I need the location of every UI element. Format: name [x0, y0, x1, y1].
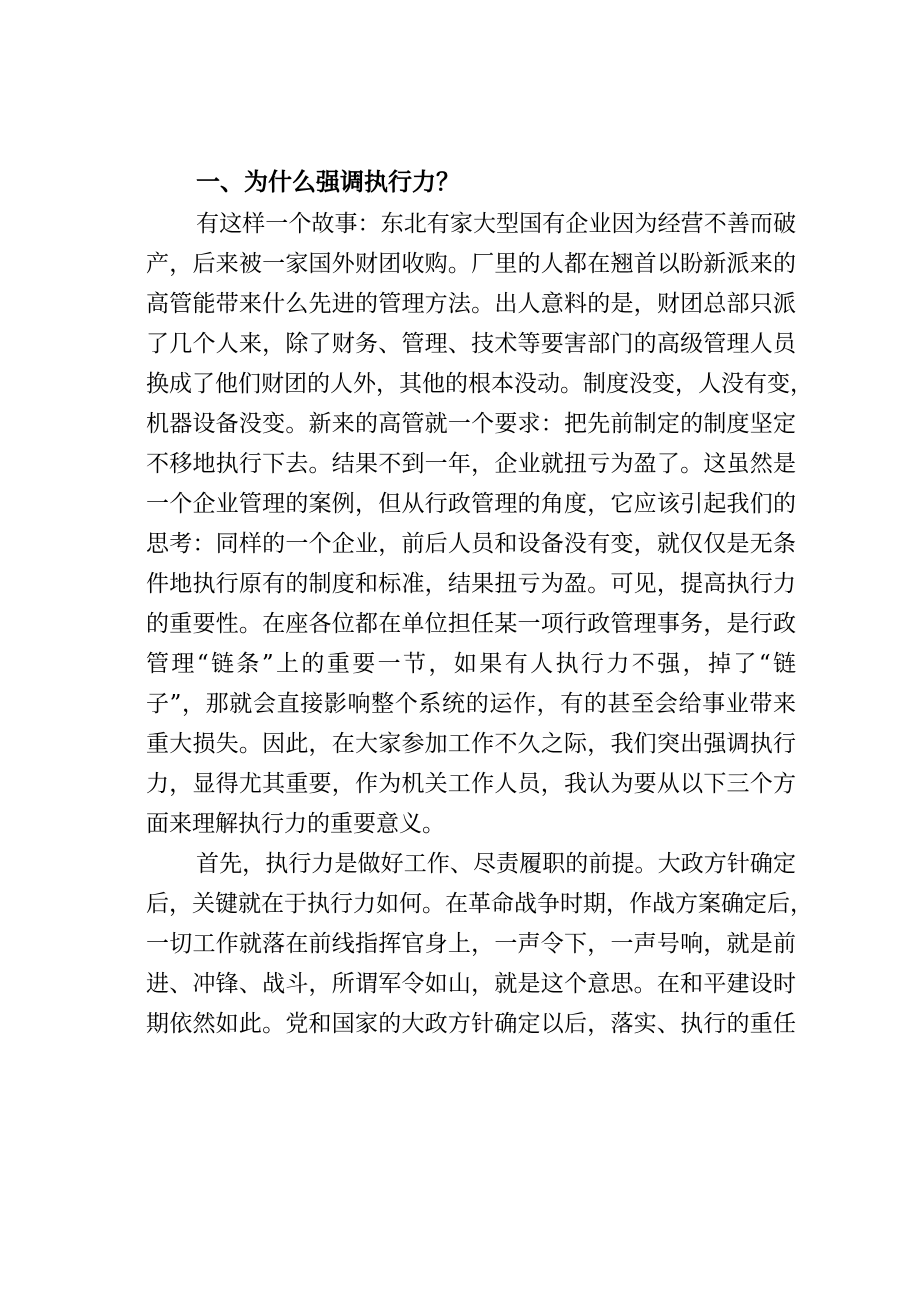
text-line: 力，显得尤其重要，作为机关工作人员，我认为要从以下三个方 — [146, 771, 796, 797]
text-line: 思考：同样的一个企业，前后人员和设备没有变，就仅仅是无条 — [146, 531, 796, 557]
text-line: 重大损失。因此，在大家参加工作不久之际，我们突出强调执行 — [146, 731, 796, 757]
text-line: 后，关键就在于执行力如何。在革命战争时期，作战方案确定后， — [146, 891, 813, 917]
text-line: 子”，那就会直接影响整个系统的运作，有的甚至会给事业带来 — [146, 691, 796, 717]
text-line: 期依然如此。党和国家的大政方针确定以后，落实、执行的重任 — [146, 1011, 796, 1037]
text-line: 有这样一个故事：东北有家大型国有企业因为经营不善而破 — [196, 211, 796, 237]
section-heading: 一、为什么强调执行力？ — [196, 168, 460, 196]
text-line: 换成了他们财团的人外，其他的根本没动。制度没变，人没有变， — [146, 371, 813, 397]
text-line: 机器设备没变。新来的高管就一个要求：把先前制定的制度坚定 — [146, 411, 796, 437]
text-line: 的重要性。在座各位都在单位担任某一项行政管理事务，是行政 — [146, 611, 796, 637]
text-line: 件地执行原有的制度和标准，结果扭亏为盈。可见，提高执行力 — [146, 571, 796, 597]
text-line: 面来理解执行力的重要意义。 — [146, 811, 445, 837]
document-body — [146, 204, 813, 1044]
text-line: 了几个人来，除了财务、管理、技术等要害部门的高级管理人员 — [146, 331, 796, 357]
text-line: 首先，执行力是做好工作、尽责履职的前提。大政方针确定 — [196, 851, 796, 877]
text-line: 进、冲锋、战斗，所谓军令如山，就是这个意思。在和平建设时 — [146, 971, 796, 997]
text-line: 不移地执行下去。结果不到一年，企业就扭亏为盈了。这虽然是 — [146, 451, 796, 477]
text-line: 一切工作就落在前线指挥官身上，一声令下，一声号响，就是前 — [146, 931, 796, 957]
text-line: 产，后来被一家国外财团收购。厂里的人都在翘首以盼新派来的 — [146, 251, 796, 277]
text-line: 一个企业管理的案例，但从行政管理的角度，它应该引起我们的 — [146, 491, 796, 517]
text-line: 管理“链条”上的重要一节，如果有人执行力不强，掉了“链 — [146, 651, 796, 677]
paragraph-story — [146, 204, 813, 844]
text-line: 高管能带来什么先进的管理方法。出人意料的是，财团总部只派 — [146, 291, 796, 317]
paragraph-first-point — [146, 844, 813, 1044]
